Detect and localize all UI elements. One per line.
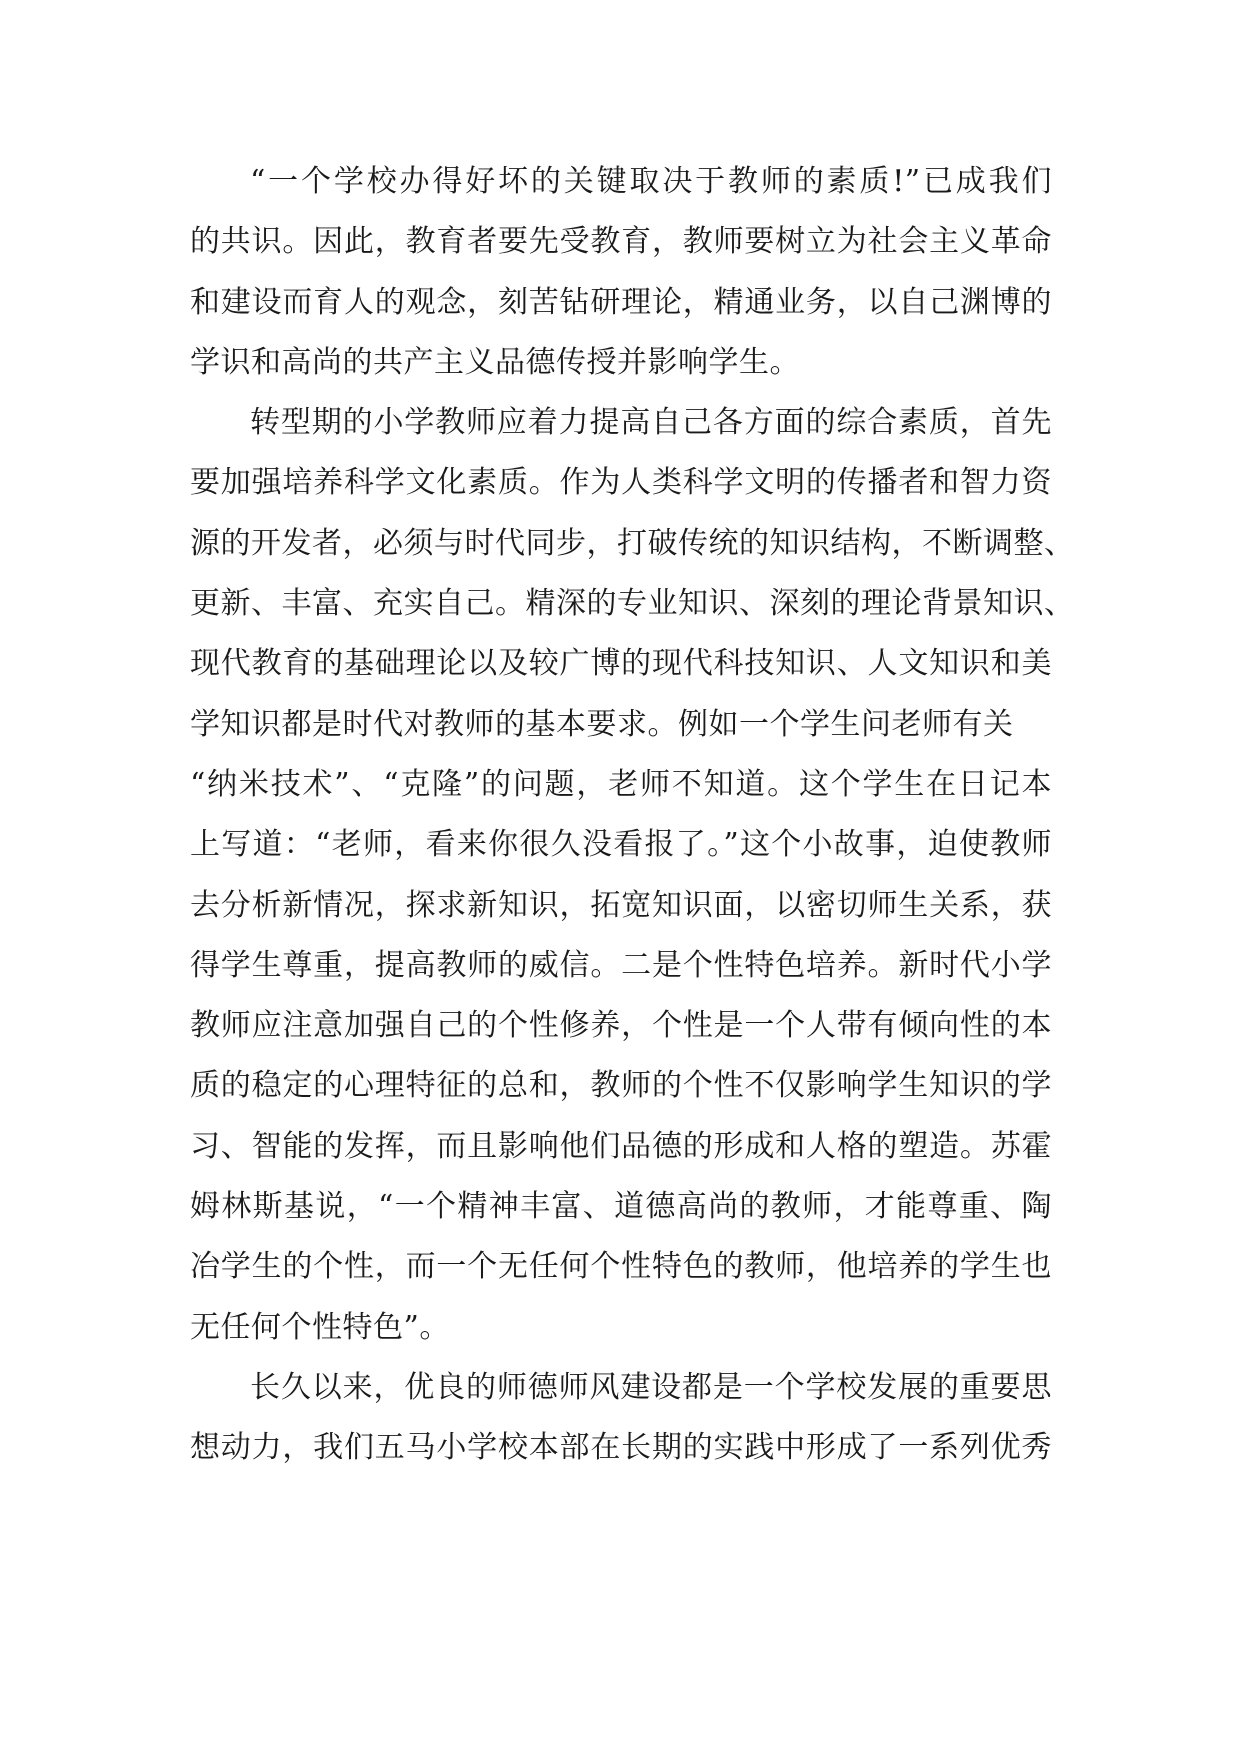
document-body — [190, 152, 1075, 1479]
paragraph-line: 长久以来，优良的师德师风建设都是一个学校发展的重要思 — [250, 1369, 1052, 1405]
paragraph-line: 无任何个性特色”。 — [190, 1309, 450, 1345]
paragraph-line: 和建设而育人的观念，刻苦钻研理论，精通业务，以自己渊博的 — [190, 284, 1052, 320]
paragraph-line: “一个学校办得好坏的关键取决于教师的素质!”已成我们 — [250, 164, 1052, 199]
paragraph-line: 习、智能的发挥，而且影响他们品德的形成和人格的塑造。苏霍 — [190, 1128, 1052, 1164]
paragraph-line: 姆林斯基说，“一个精神丰富、道德高尚的教师，才能尊重、陶 — [190, 1189, 1052, 1225]
paragraph-line: 现代教育的基础理论以及较广博的现代科技知识、人文知识和美 — [190, 646, 1052, 682]
paragraph-line: 更新、丰富、充实自己。精深的专业知识、深刻的理论背景知识、 — [190, 586, 1075, 622]
paragraph-line: 得学生尊重，提高教师的威信。二是个性特色培养。新时代小学 — [190, 947, 1052, 983]
paragraph-3 — [190, 1358, 1052, 1479]
paragraph-2 — [190, 393, 1075, 1358]
paragraph-line: 要加强培养科学文化素质。作为人类科学文明的传播者和智力资 — [190, 465, 1052, 501]
paragraph-line: “纳米技术”、“克隆”的问题，老师不知道。这个学生在日记本 — [190, 766, 1052, 802]
paragraph-1 — [190, 152, 1052, 393]
paragraph-line: 去分析新情况，探求新知识，拓宽知识面，以密切师生关系，获 — [190, 887, 1052, 923]
paragraph-line: 想动力，我们五马小学校本部在长期的实践中形成了一系列优秀 — [190, 1430, 1052, 1466]
paragraph-line: 冶学生的个性，而一个无任何个性特色的教师，他培养的学生也 — [190, 1249, 1052, 1285]
paragraph-line: 的共识。因此，教育者要先受教育，教师要树立为社会主义革命 — [190, 224, 1052, 260]
paragraph-line: 学知识都是时代对教师的基本要求。例如一个学生问老师有关 — [190, 706, 1014, 742]
paragraph-line: 质的稳定的心理特征的总和，教师的个性不仅影响学生知识的学 — [190, 1068, 1052, 1104]
paragraph-line: 教师应注意加强自己的个性修养，个性是一个人带有倾向性的本 — [190, 1008, 1052, 1044]
paragraph-line: 转型期的小学教师应着力提高自己各方面的综合素质，首先 — [250, 405, 1052, 441]
paragraph-line: 源的开发者，必须与时代同步，打破传统的知识结构，不断调整、 — [190, 525, 1075, 561]
paragraph-line: 上写道：“老师，看来你很久没看报了。”这个小故事，迫使教师 — [190, 827, 1052, 863]
paragraph-line: 学识和高尚的共产主义品德传授并影响学生。 — [190, 344, 800, 380]
